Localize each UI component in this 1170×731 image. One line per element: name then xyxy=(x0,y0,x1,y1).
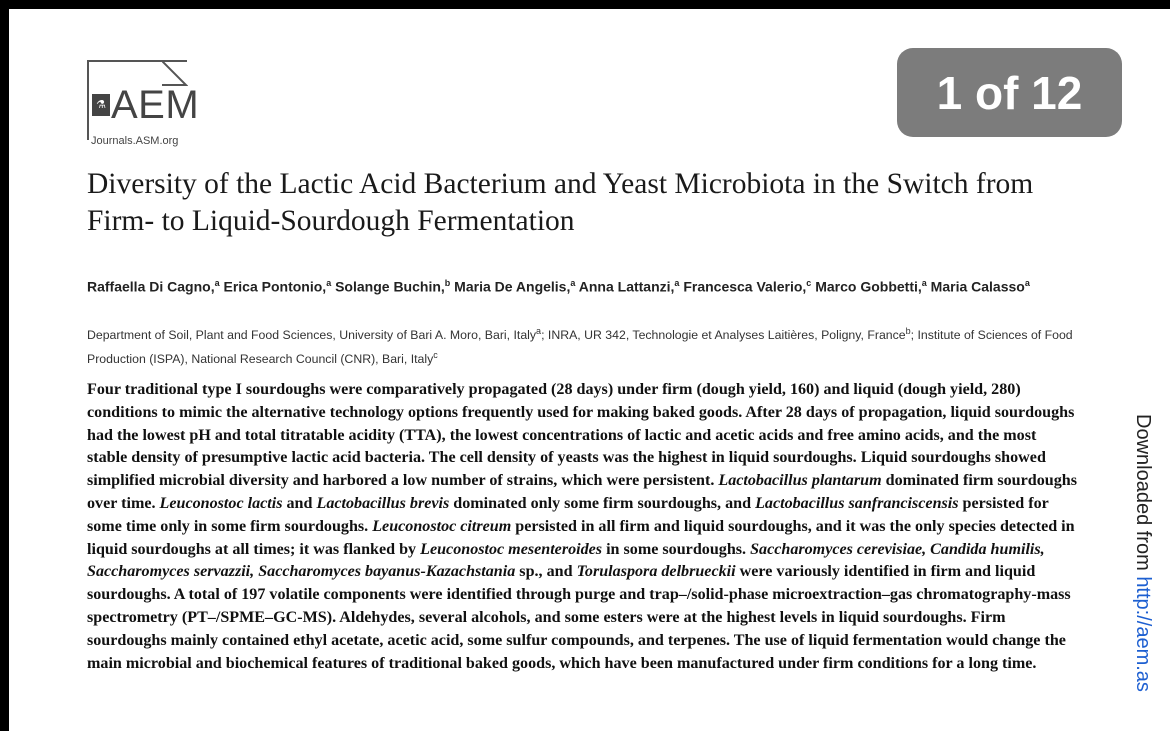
download-note xyxy=(1131,414,1154,692)
author-name: Erica Pontonio, xyxy=(223,278,327,295)
logo-text: AEM xyxy=(111,83,200,127)
species-name: Leuconostoc citreum xyxy=(372,517,512,535)
affiliation-mark: a xyxy=(536,326,542,336)
document-page xyxy=(9,9,1170,731)
abstract-text: in some sourdoughs. xyxy=(602,540,751,558)
page-indicator: 1 of 12 xyxy=(897,48,1122,137)
abstract-text: sp., and xyxy=(515,563,577,581)
abstract-text: Four traditional type I sourdoughs were comparatively propagated (28 days) under firm (dough yield, 160) and liquid (dough yield, 280) conditions to mimic the alternative technology options frequently used for making baked goods. After 28 days of propagation, liquid sourdoughs had the lowest pH and total titratable acidity (TTA), the lowest concentrations of lactic and acetic acids and free amino acids, and the most stable density of presumptive lactic acid bacteria. The cell density of yeasts was the highest in liquid sourdoughs. Liquid sourdoughs showed simplified microbial diversity and harbored a low number of strains, which were persistent. xyxy=(87,381,1075,490)
author-affiliation-mark: a xyxy=(1024,278,1030,288)
logo-site: Journals.ASM.org xyxy=(91,135,179,147)
download-link[interactable]: http://aem.as xyxy=(1132,576,1154,692)
species-name: Leuconostoc lactis xyxy=(159,494,283,512)
author-affiliation-mark: a xyxy=(570,278,576,288)
article-title: Diversity of the Lactic Acid Bacterium and Yeast Microbiota in the Switch from Firm- to Liquid-Sourdough Fermentation xyxy=(87,168,1034,237)
author-affiliation-mark: b xyxy=(444,278,451,288)
affiliation-mark: b xyxy=(905,326,911,336)
author-name: Raffaella Di Cagno, xyxy=(87,278,215,295)
author-name: Maria De Angelis, xyxy=(454,278,571,295)
abstract-text: and xyxy=(282,494,317,512)
species-name: Leuconostoc mesenteroides xyxy=(420,540,603,558)
author-affiliation-mark: a xyxy=(214,278,220,288)
author-affiliation-mark: a xyxy=(921,278,927,288)
author-name: Marco Gobbetti, xyxy=(815,278,922,295)
abstract-text: persisted for some time only in some firm sourdoughs. xyxy=(87,494,1049,535)
species-name: Lactobacillus brevis xyxy=(316,494,450,512)
species-name: Torulaspora delbrueckii xyxy=(576,563,736,581)
affiliation-mark: c xyxy=(433,350,438,361)
affiliation-text: Institute of Sciences of Food Production (ISPA), National Research Council (CNR), Bari, Italy xyxy=(87,328,1073,367)
author-affiliation-mark: a xyxy=(674,278,680,288)
download-note-prefix: Downloaded from xyxy=(1132,414,1154,577)
abstract xyxy=(87,379,1077,675)
journal-logo[interactable] xyxy=(87,60,227,155)
affiliation-text: Department of Soil, Plant and Food Sciences, University of Bari A. Moro, Bari, Italy xyxy=(87,328,537,343)
author-name: Anna Lattanzi, xyxy=(578,278,675,295)
author-name: Solange Buchin, xyxy=(335,278,445,295)
species-name: Lactobacillus sanfranciscensis xyxy=(755,494,959,512)
species-name: Lactobacillus plantarum xyxy=(718,472,882,490)
author-affiliation-mark: a xyxy=(326,278,332,288)
species-name: Saccharomyces cerevisiae, Candida humilis, Saccharomyces servazzii, Saccharomyces bayanus-Kazachstania xyxy=(87,540,1045,581)
abstract-text: dominated firm sourdoughs over time. xyxy=(87,472,1077,512)
affiliation-text: INRA, UR 342, Technologie et Analyses Laitières, Poligny, France xyxy=(547,328,906,343)
abstract-text: persisted in all firm and liquid sourdoughs, and it was the only species detected in liquid sourdoughs at all times; it was flanked by xyxy=(87,517,1075,558)
author-name: Maria Calasso xyxy=(930,278,1025,295)
author-name: Francesca Valerio, xyxy=(683,278,807,295)
affiliations: Department of Soil, Plant and Food Sciences, University of Bari A. Moro, Bari, Italy$^a$; INRA, UR 342, Technologie et Analyses Laitières, Poligny, France$^b$; Institute of Sciences of Food Production (ISPA), National Research Council (CNR), Bari, Italy$^c$ xyxy=(87,326,1073,367)
abstract-text: dominated only some firm sourdoughs, and xyxy=(449,494,756,512)
author-list xyxy=(87,273,1067,298)
author-affiliation-mark: c xyxy=(806,278,812,288)
flask-icon: ⚗ xyxy=(92,94,110,116)
abstract-text: were variously identified in firm and liquid sourdoughs. A total of 197 volatile components were identified through purge and trap–/solid-phase microextraction–gas chromatography-mass spectrometry (PT–/SPME–GC-MS). Aldehydes, several alcohols, and some esters were at the highest levels in liquid sourdoughs. Firm sourdoughs mainly contained ethyl acetate, acetic acid, some sulfur compounds, and terpenes. The use of liquid fermentation would change the main microbial and biochemical features of traditional baked goods, which have been manufactured under firm conditions for a long time. xyxy=(87,563,1071,672)
